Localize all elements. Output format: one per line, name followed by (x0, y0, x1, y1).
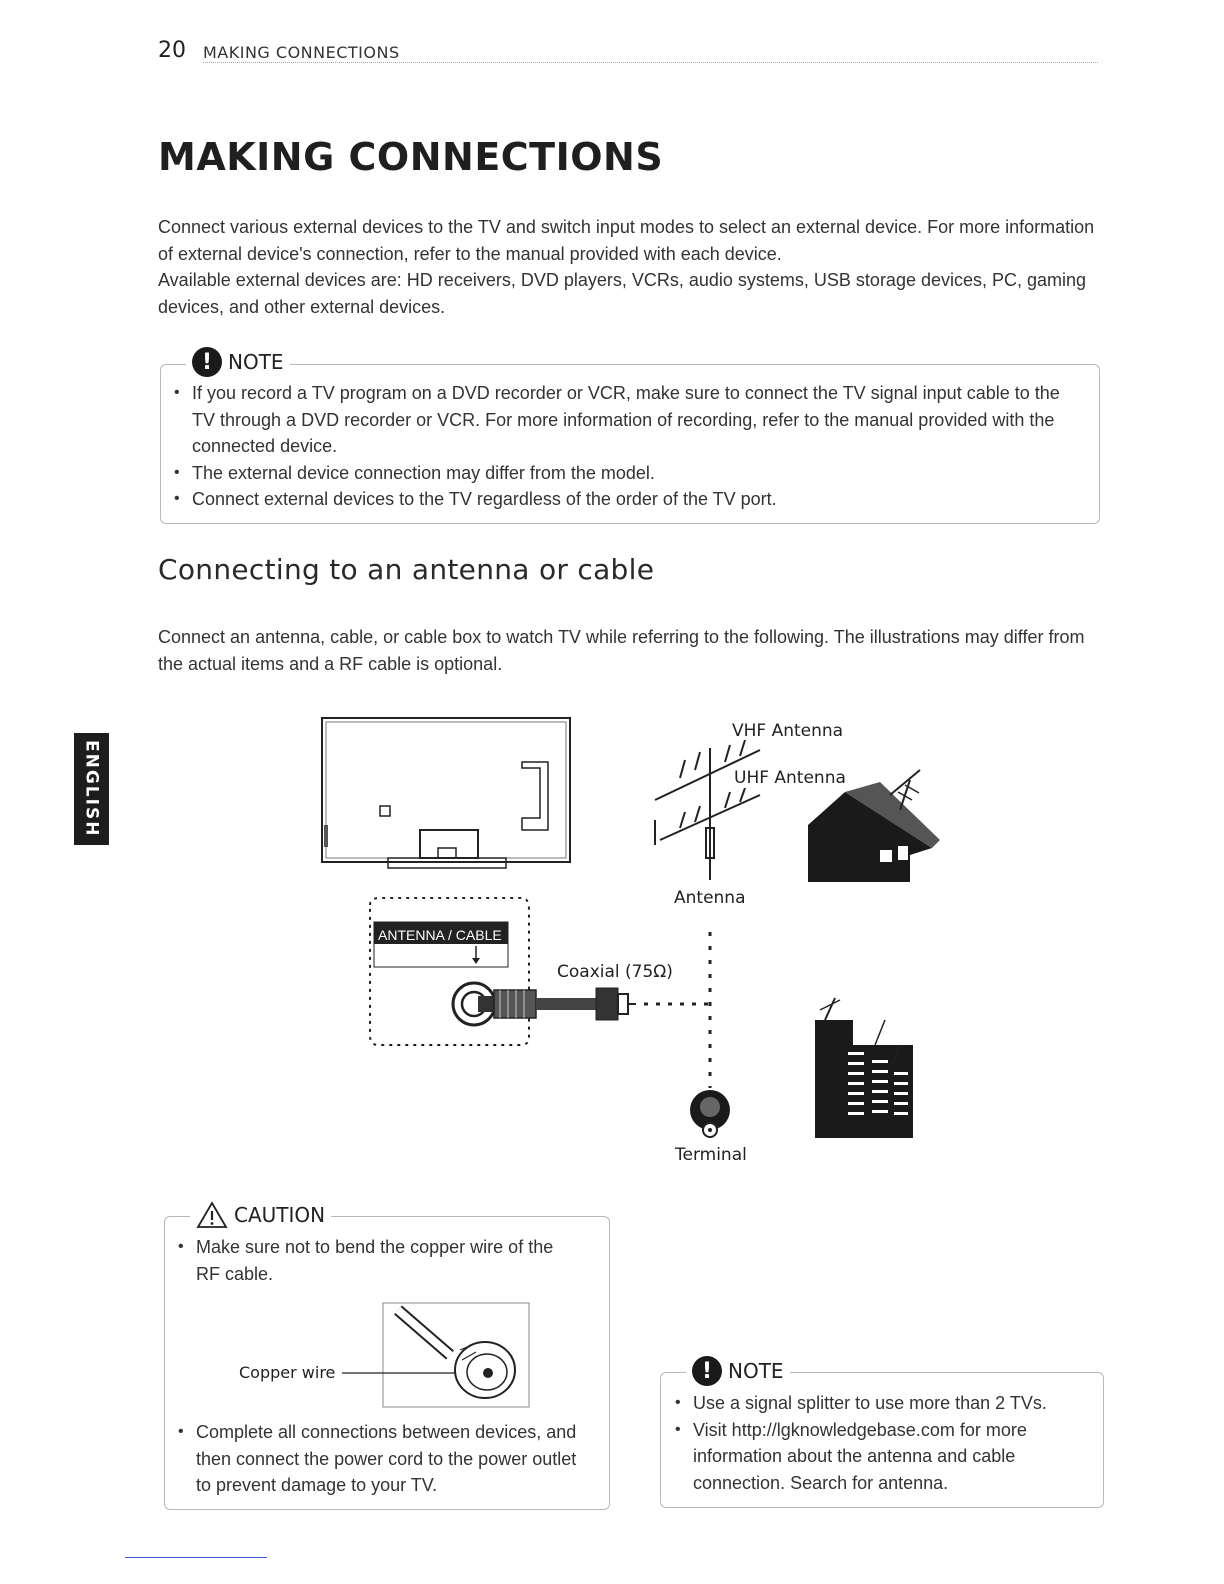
port-callout (370, 898, 529, 1045)
caution-list-1 (176, 1234, 576, 1287)
section-paragraph: Connect an antenna, cable, or cable box to watch TV while referring to the following. The illustrations may differ from the actual items and a RF cable is optional. (158, 627, 1085, 674)
apartment-building-illustration (815, 998, 913, 1138)
list-item: • Visit http://lgknowledgebase.com for more information about the antenna and cable connection. Search for antenna. (673, 1417, 1083, 1497)
coaxial-label: Coaxial (75Ω) (557, 962, 673, 982)
intro-line-1: Connect various external devices to the TV and switch input modes to select an external device. For more information of external device's connection, refer to the manual provided with each device. (158, 217, 1095, 264)
intro-line-2: Available external devices are: HD receivers, DVD players, VCRs, audio systems, USB storage devices, PC, gaming devices, and other external devices. (158, 270, 1087, 317)
note-box-2-header (686, 1356, 790, 1386)
copper-wire-illustration (340, 1300, 535, 1415)
port-label: ANTENNA / CABLE (378, 927, 502, 943)
footer-rule (125, 1557, 267, 1558)
language-tab-label: ENGLISH (81, 740, 102, 838)
warning-triangle-icon (196, 1200, 228, 1230)
caution-box-header (190, 1200, 331, 1230)
page-title: MAKING CONNECTIONS (158, 135, 664, 179)
exclamation-icon: ! (692, 1356, 722, 1386)
exclamation-icon: ! (192, 347, 222, 377)
list-item: • The external device connection may differ from the model. (172, 460, 1072, 487)
section-heading: Connecting to an antenna or cable (158, 553, 655, 586)
running-header: MAKING CONNECTIONS (203, 43, 400, 62)
tv-back-illustration (322, 718, 570, 868)
intro-paragraph (158, 214, 1103, 320)
page-number: 20 (158, 38, 186, 63)
list-item: • Make sure not to bend the copper wire of the RF cable. (176, 1234, 576, 1287)
note-2-list (673, 1390, 1083, 1496)
language-tab (74, 733, 109, 845)
coax-cable-illustration (453, 983, 708, 1025)
copper-wire-label: Copper wire (239, 1363, 336, 1382)
antenna-label: Antenna (674, 888, 746, 908)
wall-terminal-illustration (690, 1090, 730, 1137)
note-box-header (186, 347, 290, 377)
note-2-label: NOTE (728, 1359, 784, 1383)
caution-label: CAUTION (234, 1203, 326, 1227)
list-item: • Connect external devices to the TV regardless of the order of the TV port. (172, 486, 1072, 513)
list-item: • Use a signal splitter to use more than 2 TVs. (673, 1390, 1083, 1417)
list-item: • Complete all connections between devices, and then connect the power cord to the power outlet to prevent damage to your TV. (176, 1419, 586, 1499)
header-divider (203, 62, 1098, 63)
vhf-antenna-label: VHF Antenna (732, 721, 844, 741)
note-list (172, 380, 1072, 513)
list-item: • If you record a TV program on a DVD recorder or VCR, make sure to connect the TV signal input cable to the TV through a DVD recorder or VCR. For more information of recording, refer to the manual provided with the connected device. (172, 380, 1072, 460)
uhf-antenna-label: UHF Antenna (734, 768, 846, 788)
note-label: NOTE (228, 350, 284, 374)
antenna-connection-diagram (300, 700, 980, 1180)
terminal-label: Terminal (675, 1145, 747, 1165)
caution-list-2 (176, 1419, 586, 1499)
antenna-illustration (655, 740, 760, 880)
